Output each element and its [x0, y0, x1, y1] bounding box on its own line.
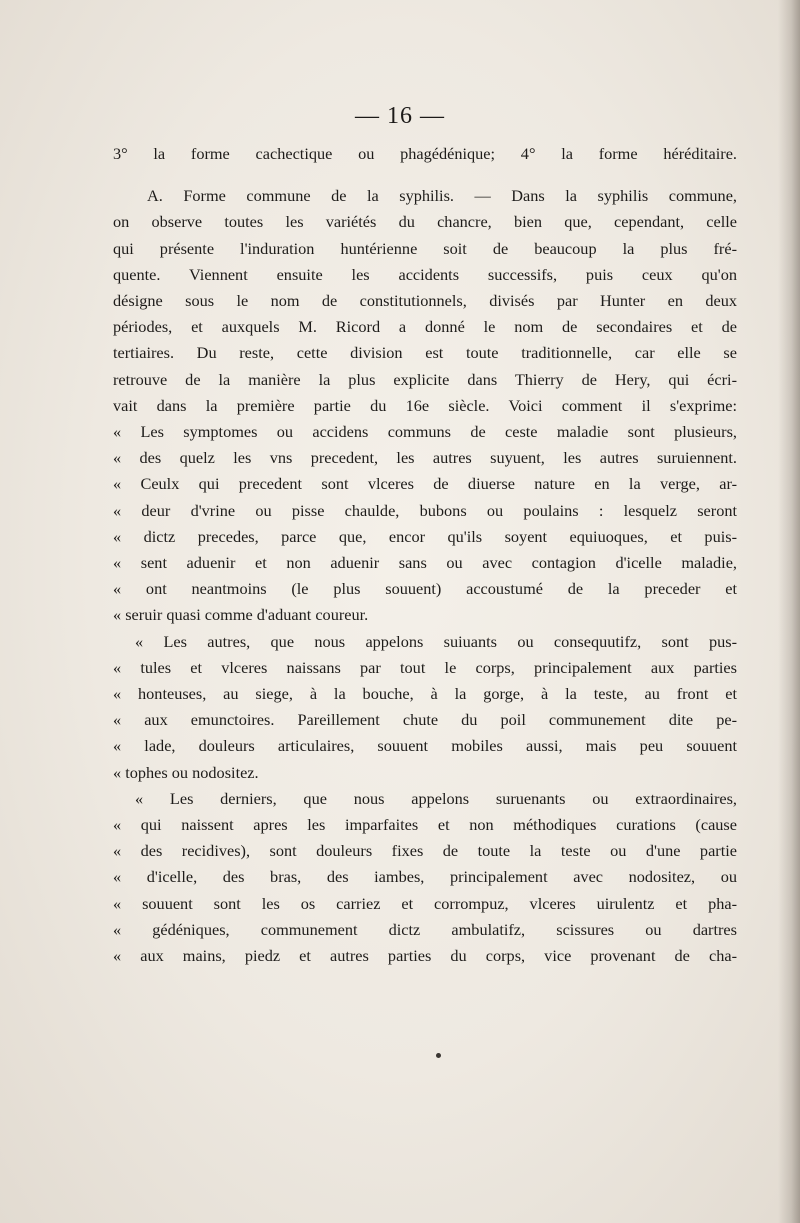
text-line: on observe toutes les variétés du chancre, bien que, cependant, celle	[113, 212, 737, 232]
quote-line: « deur d'vrine ou pisse chaulde, bubons ou poulains : lesquelz seront	[113, 500, 737, 520]
page-number: — 16 —	[355, 103, 445, 129]
quote-line: « tules et vlceres naissans par tout le corps, principalement aux parties	[113, 657, 737, 677]
quote-line: « des recidives), sont douleurs fixes de toute la teste ou d'une partie	[113, 841, 737, 861]
quote-line: « d'icelle, des bras, des iambes, principalement avec nodositez, ou	[113, 867, 737, 887]
text-line: vait dans la première partie du 16e siècle. Voici comment il s'exprime:	[113, 395, 737, 415]
text-line: désigne sous le nom de constitutionnels, divisés par Hunter en deux	[113, 291, 737, 311]
quote-line: « Ceulx qui precedent sont vlceres de diuerse nature en la verge, ar-	[113, 474, 737, 494]
quote-line: « lade, douleurs articulaires, souuent mobiles aussi, mais peu souuent	[113, 736, 737, 756]
quote-line: « seruir quasi comme d'aduant coureur.	[113, 605, 369, 625]
quote-line: « Les autres, que nous appelons suiuants ou consequutifz, sont pus-	[135, 631, 737, 651]
quote-line: « Les symptomes ou accidens communs de ceste maladie sont plusieurs,	[113, 422, 737, 442]
text-line: 3° la forme cachectique ou phagédénique; 4° la forme héréditaire.	[113, 144, 737, 163]
quote-line: « aux emunctoires. Pareillement chute du poil communement dite pe-	[113, 710, 737, 730]
quote-line: « qui naissent apres les imparfaites et non méthodiques curations (cause	[113, 815, 737, 835]
page-edge-shadow	[778, 0, 800, 1223]
quote-line: « souuent sont les os carriez et corrompuz, vlceres uirulentz et pha-	[113, 893, 737, 913]
quote-line: « aux mains, piedz et autres parties du corps, vice provenant de cha-	[113, 946, 737, 966]
body-text	[113, 141, 737, 969]
text-line: quente. Viennent ensuite les accidents successifs, puis ceux qu'on	[113, 264, 737, 284]
quote-line: « gédéniques, communement dictz ambulatifz, scissures ou dartres	[113, 919, 737, 939]
quote-line: « tophes ou nodositez.	[113, 762, 259, 782]
quote-line: « Les derniers, que nous appelons suruenants ou extraordinaires,	[135, 788, 737, 808]
text-line: retrouve de la manière la plus explicite dans Thierry de Hery, qui écri-	[113, 369, 737, 389]
section-heading-line: A. Forme commune de la syphilis. — Dans la syphilis commune,	[147, 186, 737, 206]
quote-line: « honteuses, au siege, à la bouche, à la gorge, à la teste, au front et	[113, 684, 737, 704]
text-line: périodes, et auxquels M. Ricord a donné le nom de secondaires et de	[113, 317, 737, 337]
quote-line: « ont neantmoins (le plus souuent) accoustumé de la preceder et	[113, 579, 737, 599]
printer-mark	[436, 1053, 441, 1058]
quote-line: « dictz precedes, parce que, encor qu'ils soyent equiuoques, et puis-	[113, 526, 737, 546]
quote-line: « sent aduenir et non aduenir sans ou avec contagion d'icelle maladie,	[113, 553, 737, 573]
text-line: tertiaires. Du reste, cette division est toute traditionnelle, car elle se	[113, 343, 737, 363]
text-line: qui présente l'induration huntérienne soit de beaucoup la plus fré-	[113, 238, 737, 258]
quote-line: « des quelz les vns precedent, les autres suyuent, les autres suruiennent.	[113, 448, 737, 468]
